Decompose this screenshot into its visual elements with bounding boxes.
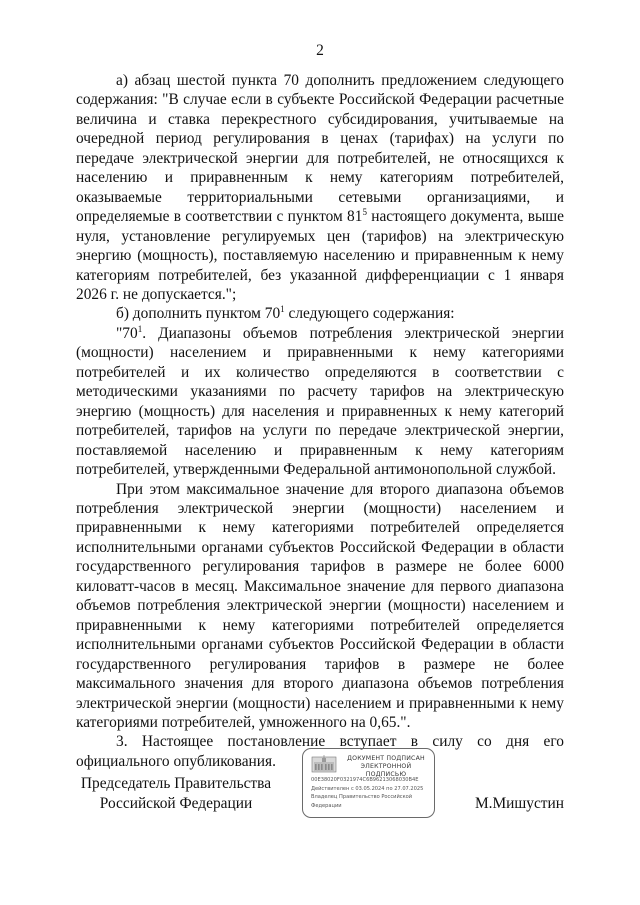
paragraph-text: "70 [116,324,138,342]
signatory-title [76,774,276,814]
paragraph-effective-date: 3. Настоящее постановление вступает в силу со дня его официального опубликования. [76,733,564,770]
stamp-heading-line: ДОКУМЕНТ ПОДПИСАН [347,755,425,762]
certificate-owner: Владелец Правительство Российской [311,794,413,801]
signatory-title-line: Председатель Правительства [80,775,272,792]
signature-block [76,748,564,838]
page-number: 2 [316,42,324,59]
paragraph-text: настоящего документа, выше нуля, установление регулируемых цен (тарифов) на электрическую энергию (мощность), поставляемую населению и приравненным к нему категориям потребителей, без указанной дифференциации с 1 января 2026 г. не допускается."; [76,208,564,303]
government-building-icon [311,754,337,773]
signatory-name: М.Мишустин [474,795,564,812]
superscript: 1 [280,304,285,315]
document-body [76,71,564,771]
paragraph-text: следующего содержания: [284,305,455,323]
stamp-details [311,776,431,810]
paragraph-text: . Диапазоны объемов потребления электрической энергии (мощности) населением и приравненными к нему категориями потребителей и их количество определяются в соответствии с методическими указаниями по расчету тарифов на электрическую энергию (мощность) для населения и приравненных к нему категорий потребителей, тарифов на услуги по передаче электрической энергии, поставляемой населению и приравненным к нему категориям потребителей, утвержденными Федеральной антимонопольной службой. [76,324,564,479]
certificate-validity: Действителен с 03.05.2024 по 27.07.2025 [311,785,424,792]
paragraph-clause-70-1 [76,324,564,480]
certificate-serial: 00E38020F0321974C6B96213068030B4E [311,777,419,783]
electronic-signature-stamp [302,748,435,818]
paragraph-text: б) дополнить пунктом 70 [116,305,281,323]
stamp-heading-line: ЭЛЕКТРОННОЙ ПОДПИСЬЮ [360,763,412,778]
certificate-owner: Федерации [311,802,342,809]
superscript: 1 [137,323,143,334]
paragraph-text: а) абзац шестой пункта 70 дополнить предложением следующего содержания: "В случае если в субъекте Российской Федерации расчетные величина и ставка перекрестного субсидирования, учитываемые на очередной период регулирования в ценах (тарифах) на услуги по передаче электрической энергии для потребителей, не относящихся к населению и приравненным к нему категориям потребителей, оказываемые территориальными сетевыми организациями, и определяемые в соответствии с пунктом 81 [76,72,564,226]
paragraph-amendment-b [76,304,564,323]
signatory-title-line: Российской Федерации [99,795,253,812]
paragraph-amendment-a [76,71,564,304]
superscript: 5 [362,207,367,218]
paragraph-maximum-value: При этом максимальное значение для второго диапазона объемов потребления электрической энергии (мощности) населением и приравненными к нему категориями потребителей определяется исполнительными органами субъектов Российской Федерации в области государственного регулирования тарифов в размере не более 6000 киловатт-часов в месяц. Максимальное значение для первого диапазона объемов потребления электрической энергии (мощности) населением и приравненными к нему категориями потребителей определяется исполнительными органами субъектов Российской Федерации в области государственного регулирования тарифов в размере не более максимального значения для второго диапазона объемов потребления электрической энергии (мощности) населением и приравненными к нему категориями потребителей, умноженного на 0,65.". [76,480,564,731]
